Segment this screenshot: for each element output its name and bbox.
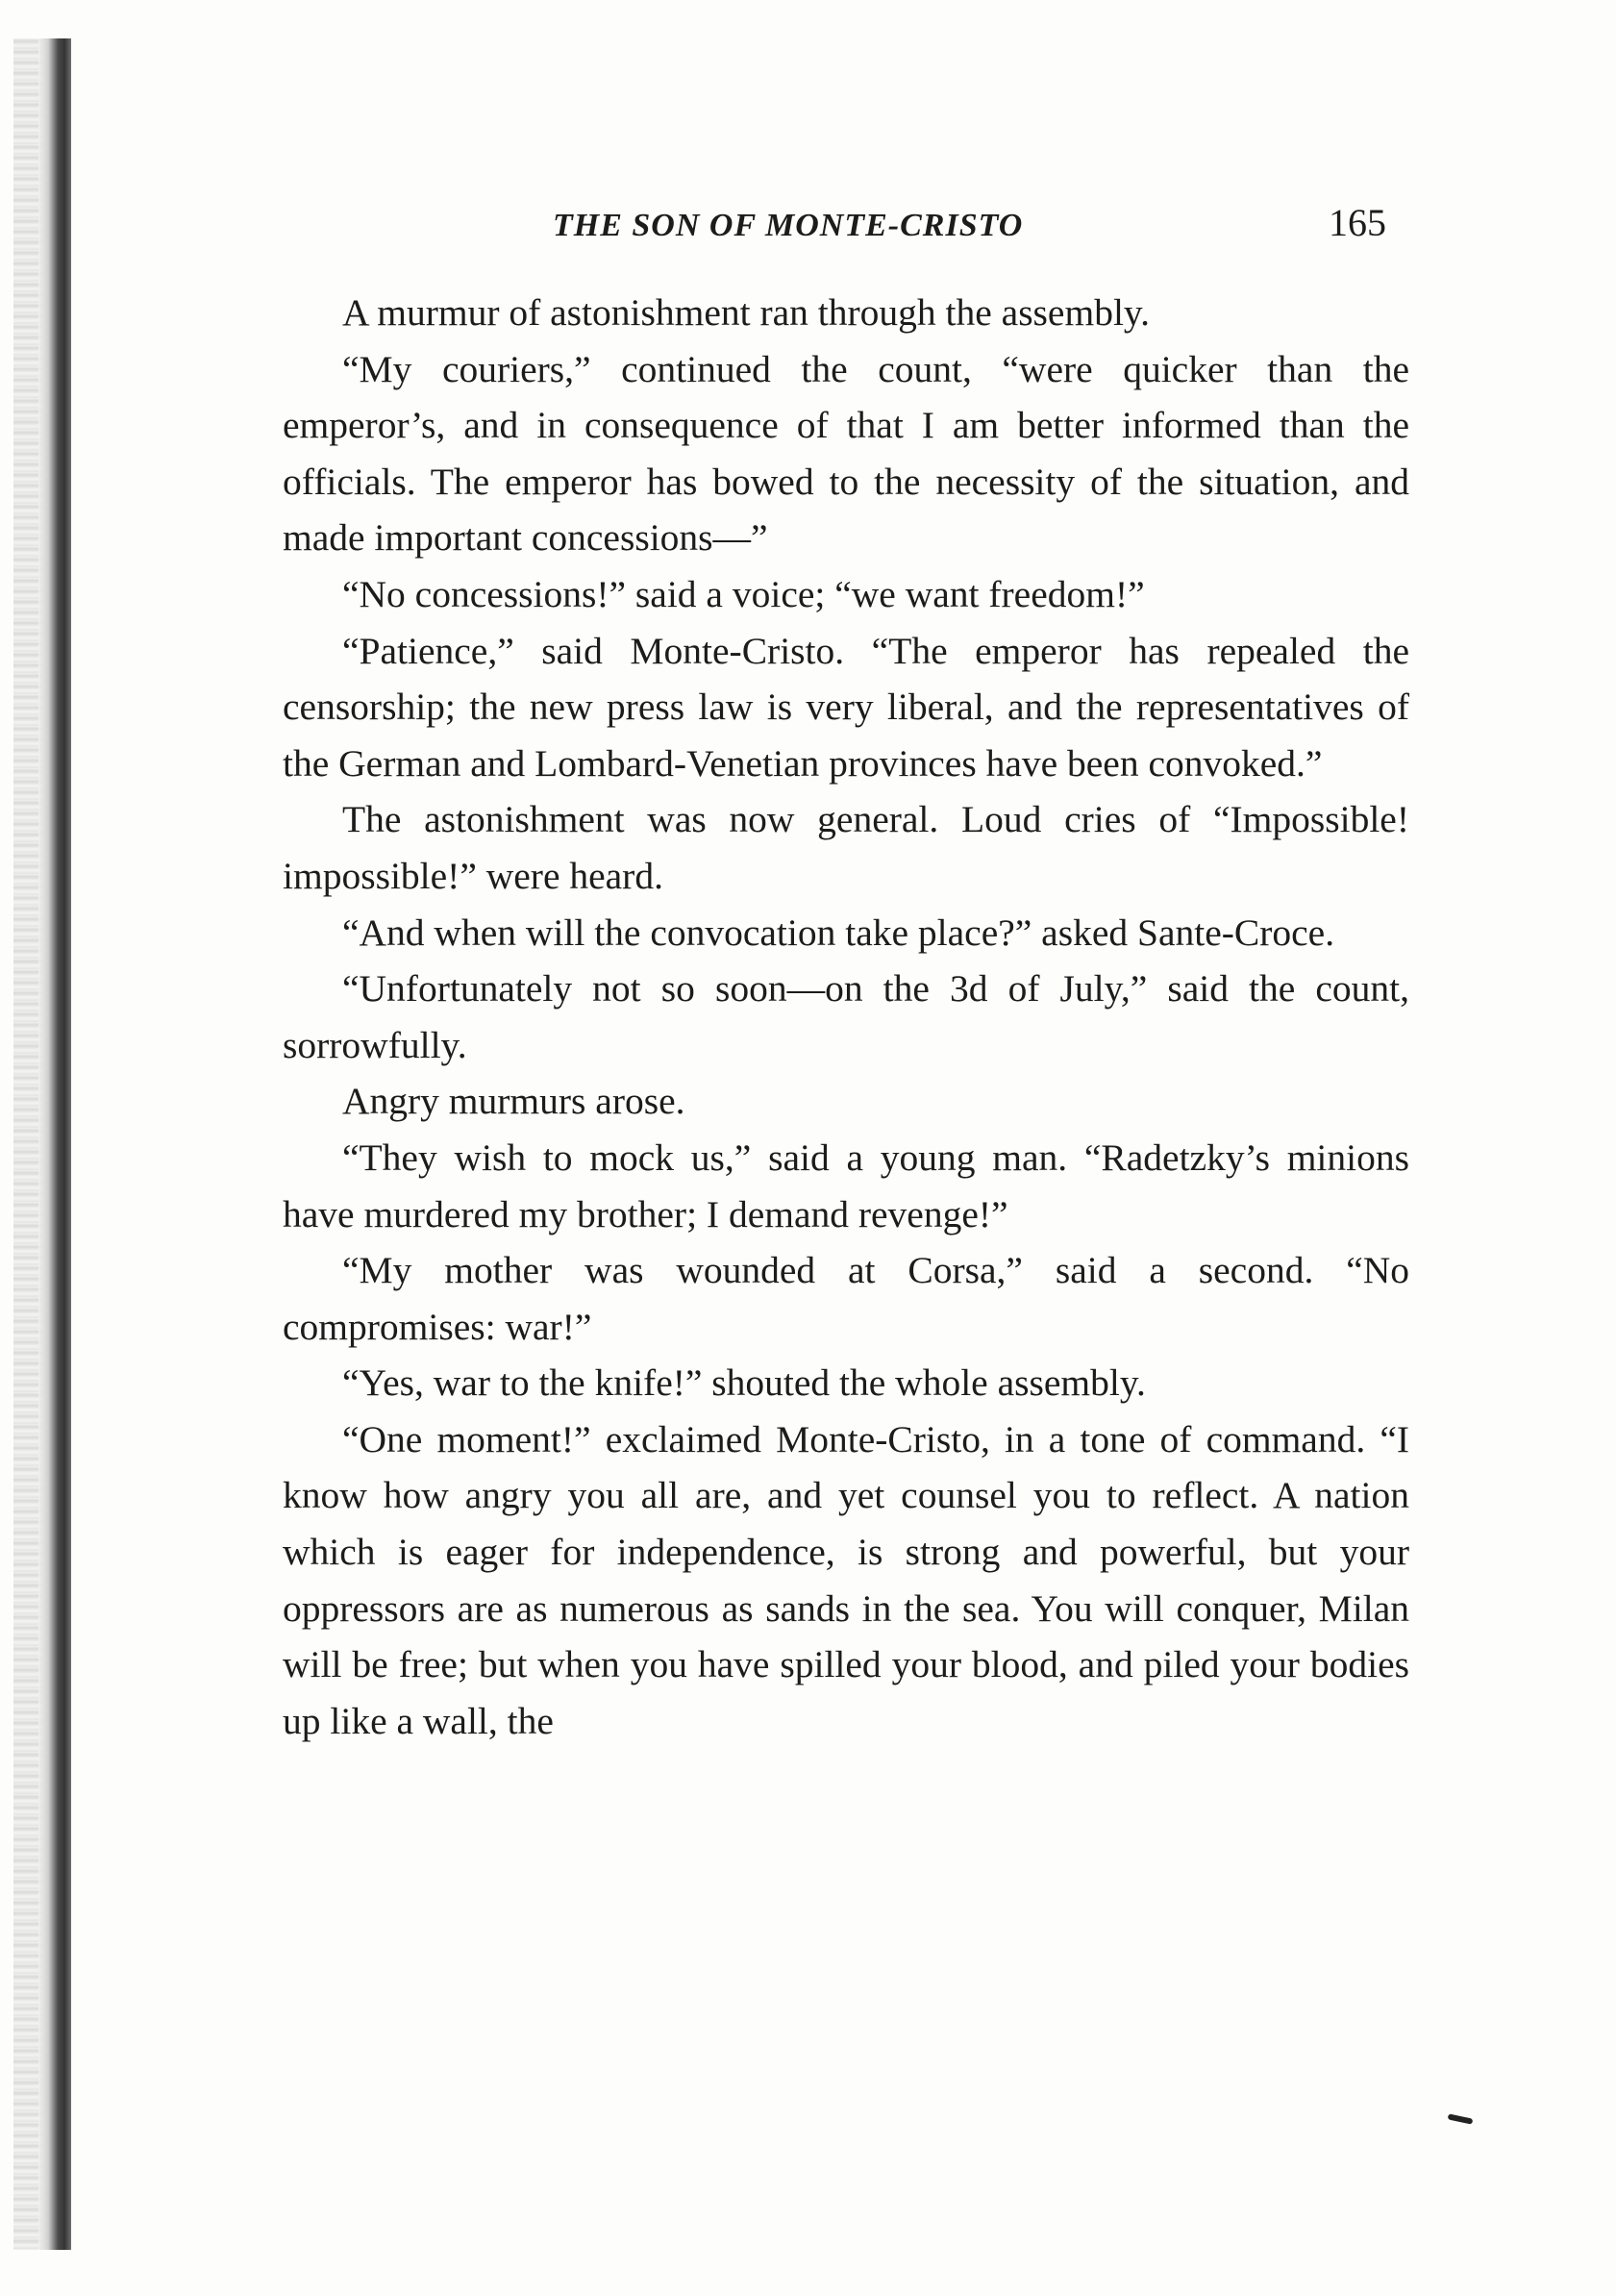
body-text xyxy=(283,285,1409,1749)
paragraph: “And when will the convocation take place?” asked Sante-Croce. xyxy=(342,911,1335,954)
paragraph: “No concessions!” said a voice; “we want freedom!” xyxy=(342,572,1145,615)
paragraph: “They wish to mock us,” said a young man. “Radetzky’s minions have murdered my brother; I demand revenge!” xyxy=(283,1136,1409,1235)
paragraph: “Yes, war to the knife!” shouted the whole assembly. xyxy=(342,1361,1146,1405)
paragraph: A murmur of astonishment ran through the assembly. xyxy=(342,291,1150,334)
paragraph: “One moment!” exclaimed Monte-Cristo, in a tone of command. “I know how angry you all are, and yet counsel you to reflect. A nation which is eager for independence, is strong and powerful, but your oppressors are as numerous as sands in the sea. You will conquer, Milan will be free; but when you have spilled your blood, and piled your bodies up like a wall, the xyxy=(283,1417,1409,1742)
paragraph: Angry murmurs arose. xyxy=(342,1080,685,1123)
paragraph: “Unfortunately not so soon—on the 3d of July,” said the count, sorrowfully. xyxy=(283,967,1409,1066)
running-title: THE SON OF MONTE-CRISTO xyxy=(553,208,1024,243)
paragraph: “My mother was wounded at Corsa,” said a second. “No compromises: war!” xyxy=(283,1249,1409,1348)
continuation-mark xyxy=(1448,2113,1474,2124)
binding-edge xyxy=(38,38,71,2250)
paragraph: The astonishment was now general. Loud cries of “Impossible! impossible!” were heard. xyxy=(283,798,1409,897)
page-number: 165 xyxy=(1329,201,1386,244)
paragraph: “My couriers,” continued the count, “were quicker than the emperor’s, and in consequence of that I am better informed than the officials. The emperor has bowed to the necessity of the situation, and made important concessions—” xyxy=(283,347,1409,560)
paragraph: “Patience,” said Monte-Cristo. “The emperor has repealed the censorship; the new press law is very liberal, and the representatives of the German and Lombard-Venetian provinces have been convoked.” xyxy=(283,629,1409,785)
